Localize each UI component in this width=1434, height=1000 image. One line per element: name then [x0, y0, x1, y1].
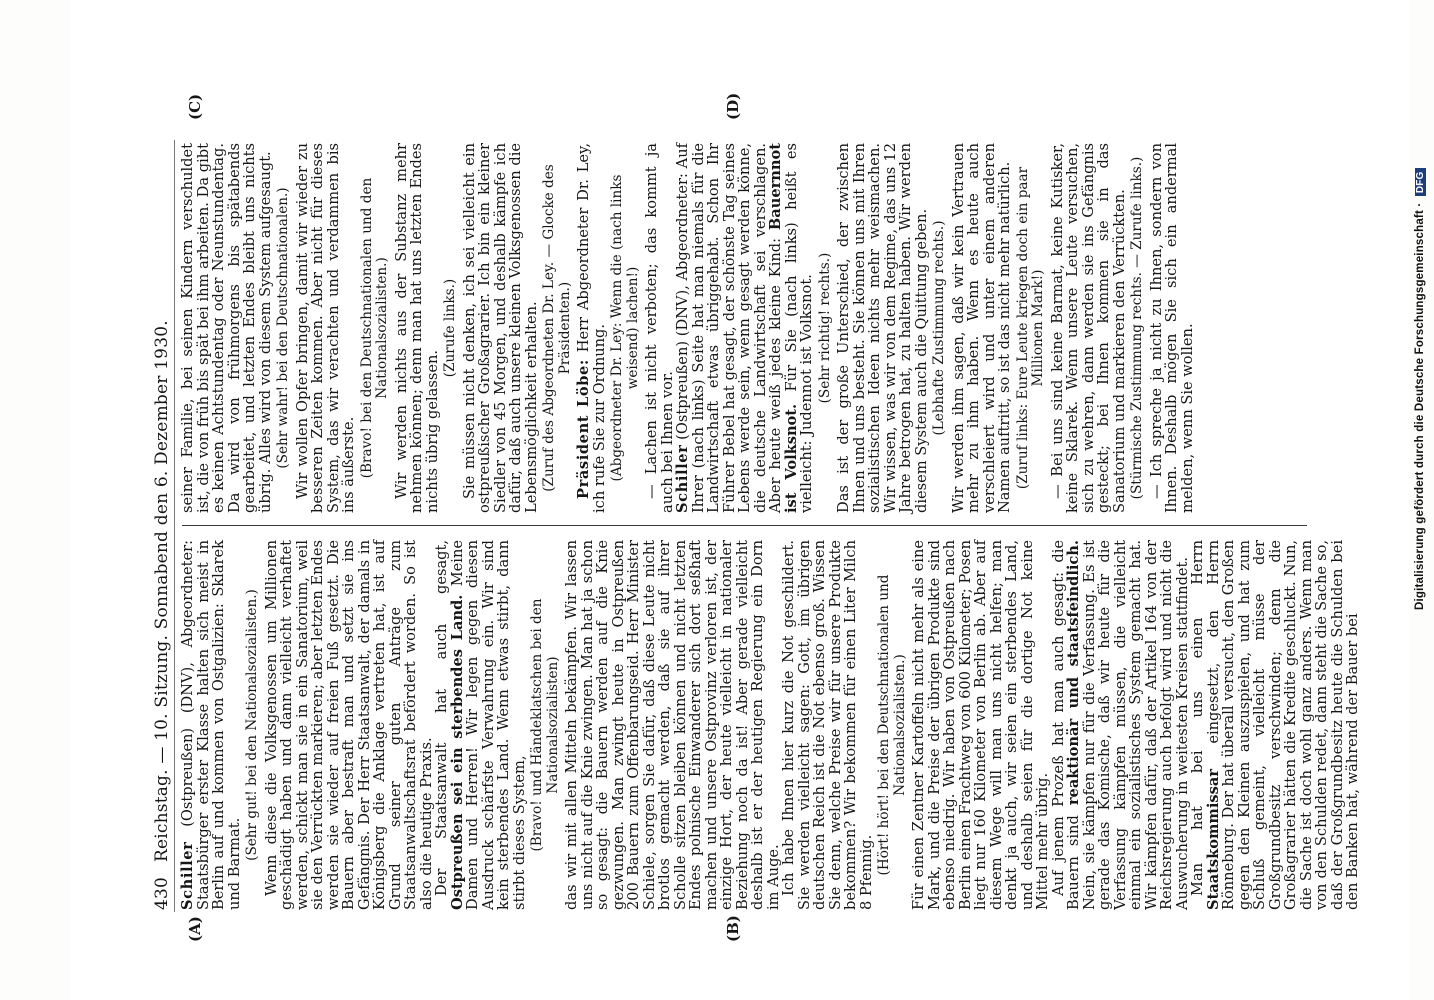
- paragraph: — Bei uns sind keine Barmat, keine Kutisker, keine Sklarek. Wenn unsere Leute versuchen, sich zu wehren, dann werden sie ins Gefängnis gesteckt; bei Ihnen kommen sie in das Sanatorium und markieren den Verrückten.: [1048, 143, 1128, 513]
- paragraph: — Lachen ist nicht verboten; das kommt ja auch bei Ihnen vor.: [643, 143, 676, 513]
- speaker-name: Schiller: [674, 444, 691, 513]
- right-column: [180, 143, 1315, 513]
- paragraph-text: Auf jenem Prozeß hat man auch gesagt: die Bauern sind: [1049, 540, 1082, 910]
- interjection: (Zuruf des Abgeordneten Dr. Ley. — Glocke des Präsidenten.): [541, 164, 573, 492]
- paragraph-text: Der Staatsanwalt hat auch gesagt,: [433, 540, 450, 896]
- speaker-party: (Ostpreußen) (DNV), Abgeordneter:: [179, 540, 196, 827]
- margin-marker-d: (D): [724, 92, 742, 120]
- interjection: (Lebhafte Zustimmung rechts.): [931, 220, 947, 436]
- paragraph: Wir wollen Opfer bringen, damit wir wieder zu besseren Zeiten kommen. Aber nicht für dieses System, das wir verachten und verdammen bis ins äußerste.: [293, 143, 357, 513]
- emphasis: Ostpreußen sei ein sterbendes Land.: [448, 594, 466, 910]
- digitization-note: Digitalisierung gefördert durch die Deutsche Forschungsgemeinschaft: [1414, 210, 1426, 610]
- speaker-name: Schiller: [179, 841, 196, 910]
- interjection: (Bravo! und Händeklatschen bei den Nationalsozialisten): [529, 598, 561, 852]
- margin-marker-a: (A): [186, 916, 204, 942]
- page-number: 430: [152, 876, 172, 910]
- paragraph: Das ist der große Unterschied, der zwischen Ihnen und uns besteht. Sie können uns mit Ihren sozialistischen Ideen nichts mehr weismachen. Wir wissen, was wir von dem Regime, das uns 12 Jahre betrogen hat, zu halten haben. Wir werden diesem System auch die Quittung geben.: [835, 143, 930, 513]
- interjection: (Zurufe links.): [442, 278, 458, 378]
- interjection: (Sehr gut! bei den Nationalsozialisten.): [244, 589, 260, 861]
- paragraph: Wenn diese die Volksgenossen um Millionen geschädigt haben und dann vielleicht verhaftet werden, schickt man sie in ein Sanatorium, weil sie den Verrückten markieren; aber letzten Endes werden sie wieder auf freien Fuß gesetzt. Die Bauern aber bestraft man und setzt sie ins Gefängnis. Der Herr Staatsanwalt, der damals in Königsberg die Anklage vertreten hat, ist auf Grund seiner guten Anträge zum Staatsanwaltschaftsrat befördert worden. So ist also die heutige Praxis.: [262, 540, 435, 910]
- interjection: (Bravo! bei den Deutschnationalen und den Nationalsozialisten.): [358, 177, 390, 479]
- digitization-credit: Digitalisierung gefördert durch die Deutsche Forschungsgemeinschaft · DFG: [1414, 168, 1426, 610]
- paragraph: — Ich spreche ja nicht zu Ihnen, sondern von Ihnen. Deshalb mögen Sie sich ein andermal melden, wenn Sie wollen.: [1147, 143, 1196, 513]
- column-divider: [182, 525, 1307, 526]
- paragraph-text: Auf Ihrer (nach links) Seite hat man niemals für die Landwirtschaft etwas übriggehabt. Schon Ihr Führer Bebel hat gesagt, der schönste Tag seines Lebens werde sein, wenn gesagt werden könne, die deutsche Landwirtschaft sei verschlagen. Aber heute weiß jedes kleine Kind:: [674, 143, 784, 513]
- dfg-logo: DFG: [1415, 168, 1426, 196]
- paragraph-text: Für Sie (nach links) heißt es vielleicht: Judennot ist Volksnot.: [782, 143, 815, 513]
- interjection: (Stürmische Zustimmung rechts. — Zurufe links.): [1129, 156, 1145, 500]
- margin-marker-b: (B): [724, 915, 742, 942]
- paragraph-text: Herr Abgeordneter Dr. Ley, ich rufe Sie zur Ordnung.: [575, 142, 608, 513]
- speaker-name: Präsident Löbe:: [575, 359, 592, 499]
- paragraph-text: Staatsbürger erster Klasse halten sich meist in Berlin auf und kommen von Ostgalizien: Sklarek und Barmat.: [194, 540, 243, 910]
- page-title: Reichstag. — 10. Sitzung. Sonnabend den 6. Dezember 1930.: [152, 320, 172, 862]
- paragraph: Sie müssen nicht denken, ich sei vielleicht ein ostpreußischer Großagrarier. Ich bin ein kleiner Siedler von 45 Morgen, und deshalb kämpfe ich dafür, daß auch unsere kleinen Volksgenossen die Lebensmöglichkeit erhalten.: [460, 143, 540, 513]
- interjection: (Zuruf links: Eure Leute kriegen doch ein paar Millionen Mark!): [1014, 166, 1046, 490]
- margin-marker-c: (C): [186, 93, 204, 120]
- paragraph: Für einen Zentner Kartoffeln nicht mehr als eine Mark, und die Preise der übrigen Produkte sind ebenso niedrig. Wir haben von Ostpreußen nach Berlin einen Frachtweg von 600 Kilometer; Posen liegt nur 160 Kilometer von Berlin ab. Aber auf diesem Wege will man uns nicht helfen; man denkt ja auch, wir seien ein sterbendes Land, und deshalb seien für die dortige Not keine Mittel mehr übrig.: [910, 540, 1051, 910]
- emphasis: Bauernnot ist Volksnot.: [767, 143, 800, 513]
- page-header: [152, 150, 182, 910]
- left-column: [179, 539, 1361, 910]
- paragraph: Wir werden ihm sagen, daß wir kein Vertrauen mehr zu ihm haben. Wenn es heute auch verschleiert wird und unter einem anderen Namen auftritt, so ist das nicht mehr natürlich.: [949, 143, 1013, 513]
- paragraph-text: Meine Damen und Herren! Wir legen gegen diesen Ausdruck schärfste Verwahrung ein. Wir sind kein sterbendes Land. Wenn etwas stirbt, dann stirbt dieses System,: [448, 539, 528, 910]
- speaker-party: (Ostpreußen) (DNV), Abgeordneter:: [674, 173, 691, 440]
- emphasis: Staatskommissar: [1204, 769, 1222, 910]
- paragraph-text: Nein, sie kämpfen nur für die Verfassung. Es ist gerade das Komische, daß wir heute für die Verfassung kämpfen müssen, die vielleicht einmal ein sozialistisches System gemacht hat. Wir kämpfen dafür, daß der Artikel 164 von der Reichsregierung auch befolgt wird und nicht die Auswucherung in weitesten Kreisen stattfindet.: [1080, 540, 1191, 910]
- paragraph: seiner Familie, bei seinen Kindern verschuldet ist, die von früh bis spät bei ihm arbeiten. Da gibt es keinen Achtstundentag oder Neunstundentag. Da wird von frühmorgens bis spätabends gearbeitet, und letzten Endes bleibt uns nichts übrig. Alles wird von diesem System aufgesaugt.: [179, 143, 274, 513]
- interjection: (Hört! hört! bei den Deutschnationalen und Nationalsozialisten.): [876, 574, 908, 876]
- paragraph: [1190, 540, 1361, 910]
- paragraph: [675, 143, 815, 513]
- document-page: [70, 0, 1410, 1000]
- paragraph-text: eingesetzt, den Herrn Rönneburg. Der hat überall versucht, den Großen gegen den Kleinen auszuspielen, und hat zum Schluß gemeint, vielleicht müsse der Großgrundbesitz verschwinden; denn die Großagrarier hätten die Kredite geschluckt. Nun, die Sache ist doch wohl ganz anders. Wenn man von den Schulden redet, dann steht die Sache so, daß der Großgrundbesitz heute die Schulden bei den Banken hat, während der Bauer bei: [1204, 539, 1361, 910]
- paragraph: [434, 540, 527, 910]
- paragraph-text: Man hat bei uns einen Herrn: [1189, 540, 1206, 896]
- paragraph: Ich habe Ihnen hier kurz die Not geschildert. Sie werden vielleicht sagen: Gott, im übrigen deutschen Reich ist die Not ebenso groß. Wissen Sie denn, welche Preise wir für unsere Produkte bekommen? Wir bekommen für einen Liter Milch 8 Pfennig.: [780, 540, 875, 910]
- paragraph: Wir werden nichts aus der Substanz mehr nehmen können; denn man hat uns letzten Endes nichts übrig gelassen.: [392, 143, 441, 513]
- emphasis: reaktionär und staatsfeindlich.: [1065, 539, 1082, 806]
- paragraph: [1051, 540, 1191, 910]
- interjection: (Sehr wahr! bei den Deutschnationalen.): [275, 187, 291, 469]
- paragraph: [180, 540, 242, 910]
- paragraph: das wir mit allen Mitteln bekämpfen. Wir lassen uns nicht auf die Knie zwingen. Man hat ja schon so gesagt: die Bauern werden auf die Knie gezwungen. Man zwingt heute in Ostpreußen 200 Bauern zum Offenbarungseid. Herr Minister Schiele, sorgen Sie dafür, daß diese Leute nicht brotlos gemacht werden, daß sie auf ihrer Scholle sitzen bleiben können und nicht letzten Endes polnische Einwanderer sich dort seßhaft machen und unsere Ostprovinz verloren ist, der einzige Hort, der heute vielleicht in nationaler Beziehung noch da ist! Aber gerade vielleicht deshalb ist er der heutigen Regierung ein Dorn im Auge.: [563, 540, 782, 910]
- interjection: (Abgeordneter Dr. Ley: Wenn die (nach links weisend) lachen!): [609, 174, 641, 482]
- interjection: (Sehr richtig! rechts.): [816, 252, 833, 404]
- paragraph: [576, 143, 607, 513]
